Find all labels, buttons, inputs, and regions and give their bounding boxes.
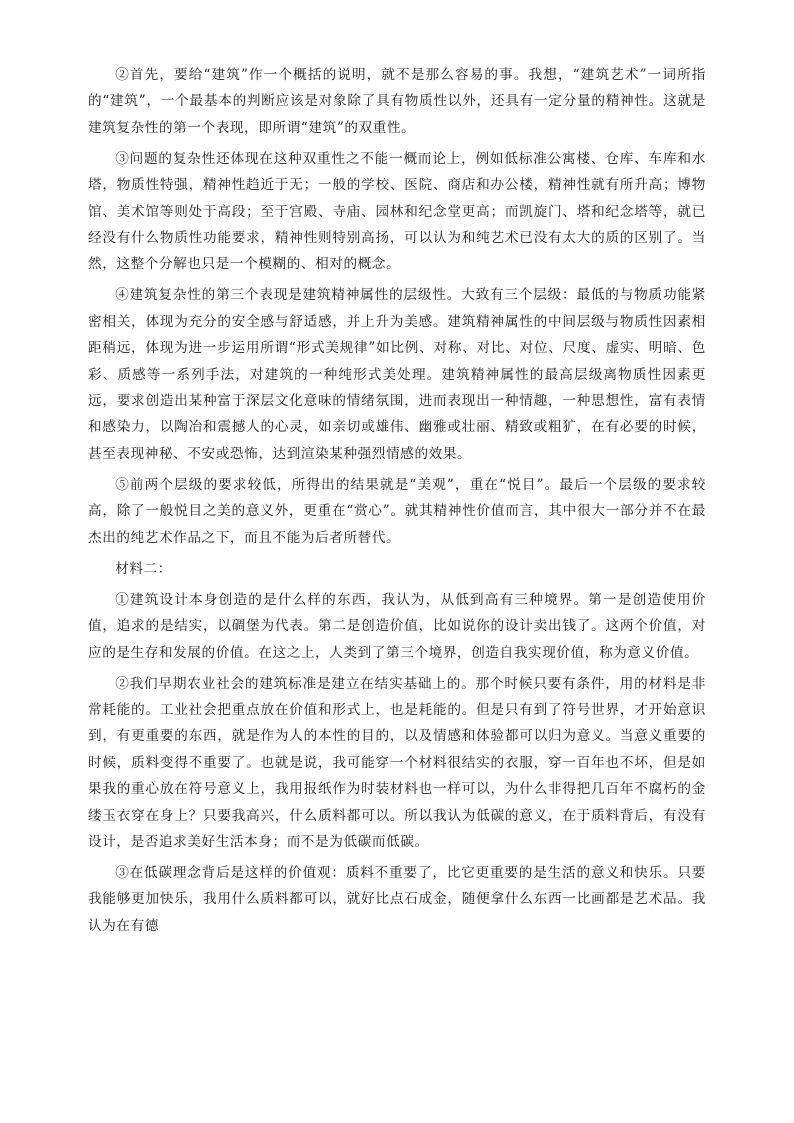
section-label-material-2: 材料二： (115, 560, 172, 577)
material2-paragraph-3: ③在低碳理念背后是这样的价值观：质料不重要了，比它更重要的是生活的意义和快乐。只要我能够更加快乐，我用什么质料都可以，就好比点石成金，随便拿什么东西一比画都是艺术品。我认为在有德 (88, 864, 706, 934)
paragraph-3: ③问题的复杂性还体现在这种双重性之不能一概而论上，例如低标准公寓楼、仓库、车库和水塔，物质性特强，精神性趋近于无；一般的学校、医院、商店和办公楼，精神性就有所升高；博物馆、美术馆等则处于高段；至于宫殿、寺庙、园林和纪念堂更高；而凯旋门、塔和纪念塔等，就已经没有什么物质性功能要求，精神性则特别高扬，可以认为和纯艺术已没有太大的质的区别了。当然，这整个分解也只是一个模糊的、相对的概念。 (88, 150, 706, 273)
document-page (88, 62, 706, 939)
paragraph-2: ②首先，要给“建筑”作一个概括的说明，就不是那么容易的事。我想，“建筑艺术”一词所指的“建筑”，一个最基本的判断应该是对象除了具有物质性以外，还具有一定分量的精神性。这就是建筑复杂性的第一个表现，即所谓“建筑”的双重性。 (88, 67, 706, 136)
material2-paragraph-1: ①建筑设计本身创造的是什么样的东西，我认为，从低到高有三种境界。第一是创造使用价值，追求的是结实，以碉堡为代表。第二是创造价值，比如说你的设计卖出钱了。这两个价值，对应的是生存和发展的价值。在这之上，人类到了第三个境界，创造自我实现价值，称为意义价值。 (88, 591, 706, 661)
material2-paragraph-2: ②我们早期农业社会的建筑标准是建立在结实基础上的。那个时候只要有条件，用的材料是非常耗能的。工业社会把重点放在价值和形式上，也是耗能的。但是只有到了符号世界，才开始意识到，有更重要的东西，就是作为人的本性的目的，以及情感和体验都可以归为意义。当意义重要的时候，质料变得不重要了。也就是说，我可能穿一个材料很结实的衣服，穿一百年也不坏，但是如果我的重心放在符号意义上，我用报纸作为时装材料也一样可以，为什么非得把几百年不腐朽的金缕玉衣穿在身上？只要我高兴，什么质料都可以。所以我认为低碳的意义，在于质料背后，有没有设计，是否追求美好生活本身；而不是为低碳而低碳。 (88, 675, 706, 850)
paragraph-4: ④建筑复杂性的第三个表现是建筑精神属性的层级性。大致有三个层级：最低的与物质功能紧密相关，体现为充分的安全感与舒适感，并上升为美感。建筑精神属性的中间层级与物质性因素相距稍远，体现为进一步运用所谓“形式美规律”如比例、对称、对比、对位、尺度、虚实、明暗、色彩、质感等一系列手法，对建筑的一种纯形式美处理。建筑精神属性的最高层级离物质性因素更远，要求创造出某种富于深层文化意味的情绪氛围，进而表现出一种情趣，一种思想性，富有表情和感染力，以陶冶和震撼人的心灵，如亲切或雄伟、幽雅或壮丽、精致或粗犷，在有必要的时候，甚至表现神秘、不安或恐怖，达到渲染某种强烈情感的效果。 (88, 287, 706, 462)
paragraph-5: ⑤前两个层级的要求较低，所得出的结果就是“美观”，重在“悦目”。最后一个层级的要求较高，除了一般悦目之美的意义外，更重在“赏心”。就其精神性价值而言，其中很大一部分并不在最杰出的纯艺术作品之下，而且不能为后者所替代。 (88, 476, 706, 546)
